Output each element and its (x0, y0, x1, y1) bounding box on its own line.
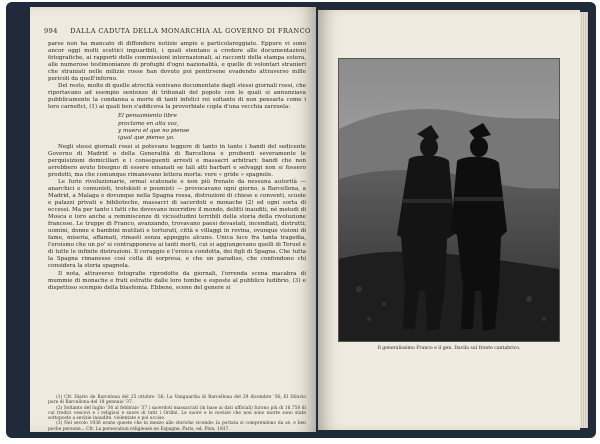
running-head (44, 27, 311, 35)
poem-line: y muera el que no piense (118, 127, 190, 134)
book-spread (6, 2, 596, 438)
body-text (48, 41, 306, 292)
poem-line: El pensamiento libre (118, 113, 177, 120)
poem (118, 113, 306, 141)
poem-line: proclamo en alta voz, (118, 120, 179, 127)
poem-line: igual que pienso yo. (118, 134, 175, 141)
footnote: (1) Cfr. Diario de Barcelona del 25 ottobre '36; La Vanguardia di Barcellona del 29 dicembre '36; El Diluvio pure di Barcellona del 18 gennaio '37. (48, 395, 306, 406)
photograph (338, 58, 560, 342)
page-edges (580, 12, 588, 428)
footnote: (2) Soltanto del luglio '36 al febbraio '37 i sacerdoti massacrati (in base ai dati ufficiali) furono più di 16.750 di cui tredici vescovi e i religiosi e suore di tutti i Ordini. Le suore e le novizie che non sono morte sono state sottoposte a sevizie inaudite, violentate e poi uccise. (48, 405, 306, 422)
footnote: (3) Nel secolo 1936 erano queste che in mezzo alle storiche vicende: la portata si comprendono da sé, e ben poche persone... Cfr. La persecution religieuse en Espagne, Paris, ed. Plon, 1937. (48, 421, 306, 432)
page-number: 994 (44, 27, 58, 35)
footnotes (48, 395, 306, 432)
paragraph: Le furie rivoluzionarie, ormai scatenate e non più frenate da nessuna autorità — anarchici e comunisti, trotskisti e poumisti — provocavano ogni giorno, a Barcellona, a Madrid, a Malaga e dovunque nella Spagna rossa, distruzioni di chiese e conventi, scuole e palazzi privati e biblioteche, massacri di sacerdoti e monache (2) ed ogni sorta di eccessi. Ma per tanto i fatti che dovevano inorridire il mondo, delitti inauditi, né metodi di Mosca e loro anche a reminiscenze di vicissitudini terribili della storia della rivoluzione francese. Le truppe di Franco, avanzando, trovavano paesi devastati, incendiati, distrutti; uomini, donne e bambini mutilati e torturati, città e villaggi in rovina, ovunque visioni di fame, miseria, affamati, rimasti senza appoggio alcuno. Unica luce fra tanta tragedia, l'eroismo che un po' si contrapponeva ai tanti morti, cui si aggiungevano quelli di Teruel e di tutte le infinite distruzioni. Il coraggio e l'eroica condotta, dei figli di Spagna. Che tutta la Spagna rimanesse così colta di sorpresa, e che un paradiso, che confondono chi considera la storia spagnola. (48, 178, 306, 270)
running-head-title: DALLA CADUTA DELLA MONARCHIA AL GOVERNO DI FRANCO (70, 27, 311, 35)
paragraph: Del resto, molte di quelle atrocità venivano documentate dagli stessi giornali rossi, che riportavano ad esempio sentenze di tribunali del popolo con le quali si annunziava pubblicamente la condanna a morte di tanti infelici rei soltanto di non pensarla come i loro carnefici, (1) ai quali ben s'addiceva la proverbiale copla d'una vecchia zarzuela: (48, 83, 306, 111)
right-page (318, 10, 580, 430)
photo-caption: Il generalissimo Franco e il gen. Davila sul fronte cantabrico. (377, 346, 521, 351)
paragraph: parse non ha mancato di diffondere notizie ampie e particolareggiate. Eppure vi sono ancor oggi molti scettici inguaribili, i quali stentano a credere alle documentazioni fotografiche, ai rapporti delle commissioni internazionali, ai racconti della stampa estera, alle numerose testimonianze di profughi d'ogni nazionalità, e quelle di volontari stranieri che straniati nelle milizie rosse han dovuto poi pentirsene evadendo attraverso mille pericoli da quell'inferno. (48, 41, 306, 83)
paragraph: Il nota, attraverso fotografie riprodotte da giornali, l'orrenda scena macabra di mummie di monache e frati estratte dalle loro tombe e esposte al pubblico ludibrio, (3) e dispettoso scempio della blasfemia. Ebbene, scene del genere si (48, 270, 306, 291)
paragraph: Negli stessi giornali rossi si potevano leggere di tanto in tanto i bandi del sedicente Governo di Madrid o della Generalità di Barcellona e proibenti severamente le perquisizioni domiciliari e i conseguenti arresti e massacri arbitrari: bandi che non avrebbero avuto bisogno di essere emanati se tali atti barbari e selvaggi non si fossero prodotti, ma che comunque rimanevano lettera morta: vere « gride » spagnole. (48, 143, 306, 178)
left-page (30, 7, 316, 432)
